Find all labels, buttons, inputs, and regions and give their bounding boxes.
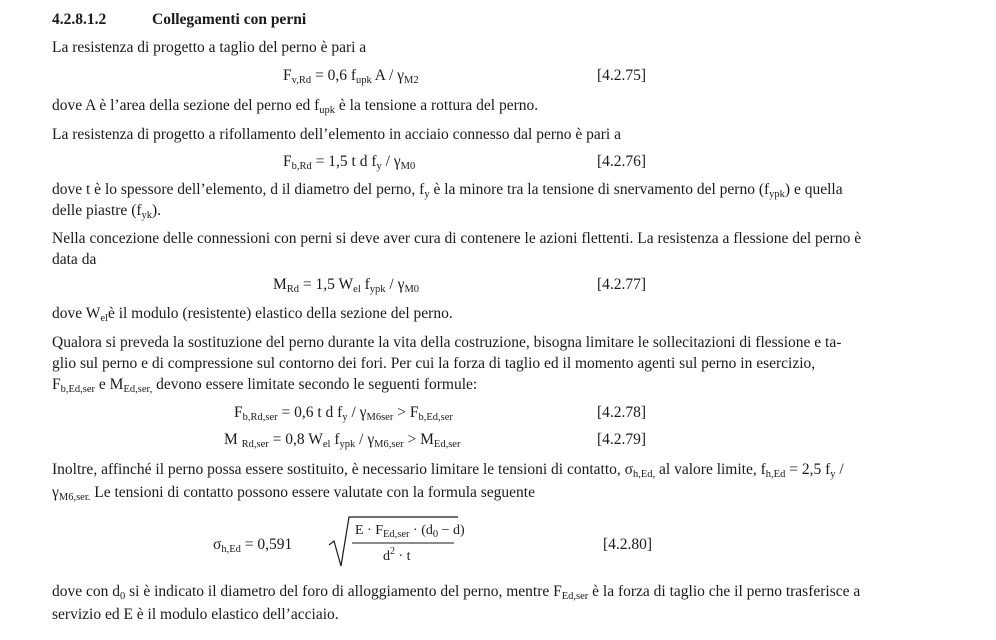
equation-number: [4.2.75] (597, 67, 647, 84)
equation-4-2-77: $M_{Rd} = 1,5$ $W_{el}$ $f_{ypk} / \gamma_{M0}$ (273, 276, 420, 295)
paragraph: La resistenza di progetto a rifollamento dell’elemento in acciaio connesso dal perno è pari a (52, 126, 621, 143)
fraction-numerator: $E \cdot F_{Ed,ser} \cdot (d_0 - d)$ (355, 523, 465, 540)
paragraph: La resistenza di progetto a taglio del perno è pari a (52, 39, 367, 56)
section-number: 4.2.8.1.2 (52, 11, 107, 28)
section-heading (52, 10, 306, 30)
equation-4-2-80-lhs: $\sigma_{h,Ed} = 0,591$ (213, 536, 293, 555)
equation-number: [4.2.77] (597, 276, 647, 293)
equation-4-2-76: $F_{b,Rd} = 1,5$ t d $f_y / \gamma_{M0}$ (283, 153, 416, 172)
paragraph: servizio ed E è il modulo elastico dell’acciaio. (52, 606, 339, 623)
section-title: Collegamenti con perni (152, 11, 307, 28)
paragraph: dove $W_{el}è$ il modulo (resistente) elastico della sezione del perno. (52, 305, 453, 324)
equation-4-2-78: $F_{b,Rd,ser} = 0,6$ t d $f_y / \gamma_{M6ser} > F_{b,Ed,ser}$ (234, 404, 453, 423)
paragraph: Inoltre, affinché il perno possa essere sostituito, è necessario limitare le tensioni di contatto, $\sigma_{h,Ed,}$ al valore limite, $f_{h,Ed} = 2,5$ $f_y$ / (52, 461, 844, 480)
paragraph: dove t è lo spessore dell’elemento, d il diametro del perno, $f_y$ è la minore tra la tensione di snervamento del perno $(f_{ypk})$ e quella (52, 181, 843, 200)
fraction-denominator: $d^2 \cdot t$ (383, 546, 411, 564)
equation-4-2-75: $F_{v,Rd} = 0,6$ $f_{upk}$ A / $\gamma_{M2}$ (283, 67, 419, 86)
equation-number: [4.2.80] (603, 536, 653, 553)
paragraph: $F_{b,Ed,ser}$ e $M_{Ed,ser,}$ devono essere limitate secondo le seguenti formule: (52, 376, 478, 395)
equation-number: [4.2.76] (597, 153, 647, 170)
paragraph: glio sul perno e di compressione sul contorno dei fori. Per cui la forza di taglio ed il momento agenti sul perno in esercizio, (52, 355, 816, 372)
equation-number: [4.2.79] (597, 431, 647, 448)
equation-number: [4.2.78] (597, 404, 647, 421)
paragraph: data da (52, 251, 97, 268)
paragraph: Qualora si preveda la sostituzione del perno durante la vita della costruzione, bisogna limitare le sollecitazioni di flessione e ta- (52, 334, 842, 351)
equation-4-2-79: M $_{Rd,ser}$ = 0,8 $W_{el}$ $f_{ypk} / \gamma_{M6,ser} > M_{Ed,ser}$ (224, 431, 461, 450)
paragraph: dove con $d_0$ si è indicato il diametro del foro di alloggiamento del perno, mentre $F_{Ed,ser}$ è la forza di taglio che il perno trasferisce a (52, 583, 861, 602)
paragraph: delle piastre $(f_{yk})$. (52, 202, 162, 221)
paragraph: Nella concezione delle connessioni con perni si deve aver cura di contenere le azioni flettenti. La resistenza a flessione del perno è (52, 230, 862, 247)
paragraph: dove A è l’area della sezione del perno ed $f_{upk}$ è la tensione a rottura del perno. (52, 97, 539, 116)
paragraph: $\gamma_{M6,ser.}$ Le tensioni di contatto possono essere valutate con la formula seguente (52, 484, 535, 503)
